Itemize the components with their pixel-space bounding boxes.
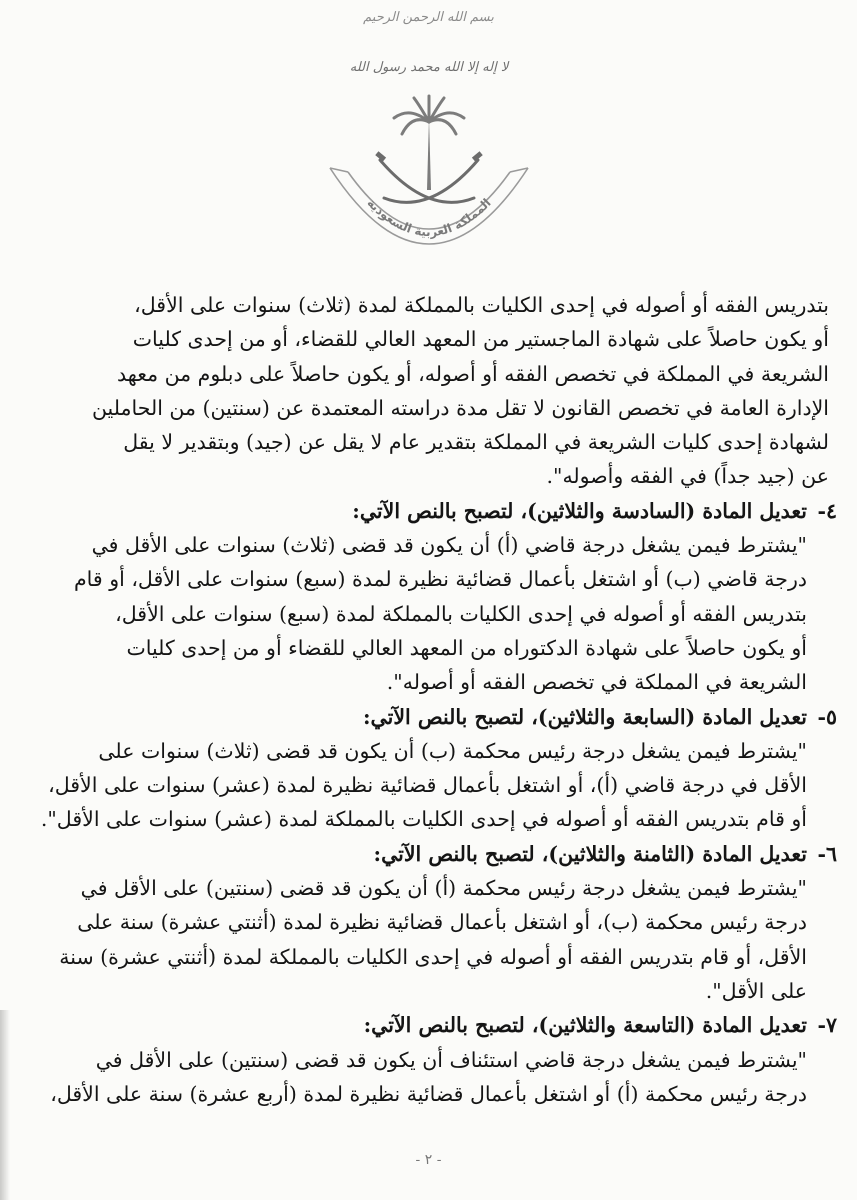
item-body	[29, 871, 829, 1008]
item-heading-text: تعديل المادة (السابعة والثلاثين)، لتصبح بالنص الآتي:	[362, 704, 807, 729]
item-heading	[29, 494, 837, 528]
page-number: - ٢ -	[415, 1152, 442, 1168]
text-line: درجة رئيس محكمة (ب)، أو اشتغل بأعمال قضائية نظيرة لمدة (أثنتي عشرة) سنة على	[77, 910, 807, 935]
item-heading	[29, 837, 837, 871]
item-number: ٤-	[817, 498, 837, 523]
item-body	[29, 528, 829, 699]
item-number: ٦-	[817, 841, 837, 866]
text-line: عن (جيد جداً) في الفقه وأصوله".	[546, 464, 829, 489]
text-line: "يشترط فيمن يشغل درجة قاضي استئناف أن يكون قد قضى (سنتين) على الأقل في	[95, 1047, 807, 1072]
text-line: "يشترط فيمن يشغل درجة رئيس محكمة (أ) أن يكون قد قضى (سنتين) على الأقل في	[80, 876, 807, 901]
text-line: درجة قاضي (ب) أو اشتغل بأعمال قضائية نظيرة لمدة (سبع) سنوات على الأقل، أو قام	[73, 567, 807, 592]
text-line: الشريعة في المملكة في تخصص الفقه أو أصوله".	[386, 670, 807, 695]
text-line: الإدارة العامة في تخصص القانون لا تقل مدة دراسته المعتمدة عن (سنتين) من الحاملين	[91, 395, 829, 420]
text-line: "يشترط فيمن يشغل درجة رئيس محكمة (ب) أن يكون قد قضى (ثلاث) سنوات على	[98, 738, 807, 763]
item-heading	[29, 1008, 837, 1042]
amendment-item-7	[29, 1008, 837, 1111]
saudi-emblem	[318, 40, 540, 260]
item-heading-text: تعديل المادة (التاسعة والثلاثين)، لتصبح بالنص الآتي:	[363, 1013, 807, 1038]
item-heading-text: تعديل المادة (السادسة والثلاثين)، لتصبح بالنص الآتي:	[352, 498, 807, 523]
item-body	[29, 1043, 829, 1112]
text-line: بتدريس الفقه أو أصوله في إحدى الكليات بالمملكة لمدة (سبع) سنوات على الأقل،	[115, 601, 807, 626]
intro-paragraph	[29, 288, 829, 494]
item-heading-text: تعديل المادة (الثامنة والثلاثين)، لتصبح بالنص الآتي:	[373, 841, 807, 866]
shahada-calligraphy: لا إله إلا الله محمد رسول الله	[349, 60, 509, 75]
item-body	[29, 734, 829, 837]
item-heading	[29, 700, 837, 734]
basmala-text: بسم الله الرحمن الرحيم	[363, 10, 494, 25]
amendment-item-6	[29, 837, 837, 1008]
palm-swords-icon	[318, 40, 540, 260]
text-line: بتدريس الفقه أو أصوله في إحدى الكليات بالمملكة لمدة (ثلاث) سنوات على الأقل،	[134, 293, 829, 317]
text-line: الأقل، أو قام بتدريس الفقه أو أصوله في إحدى الكليات بالمملكة لمدة (أثنتي عشرة) سنة	[59, 944, 807, 969]
text-line: الشريعة في المملكة في تخصص الفقه أو أصوله، أو يكون حاصلاً على دبلوم من معهد	[116, 361, 829, 386]
text-line: على الأقل".	[705, 978, 807, 1003]
item-number: ٧-	[817, 1013, 837, 1038]
page-edge-shadow	[0, 1010, 10, 1200]
emblem-band-text: المملكة العربية السعودية	[364, 195, 494, 240]
letterhead	[0, 0, 857, 265]
text-line: أو قام بتدريس الفقه أو أصوله في إحدى الكليات بالمملكة لمدة (عشر) سنوات على الأقل".	[40, 807, 807, 832]
text-line: أو يكون حاصلاً على شهادة الماجستير من المعهد العالي للقضاء، أو من إحدى كليات	[132, 327, 829, 352]
text-line: أو يكون حاصلاً على شهادة الدكتوراه من المعهد العالي للقضاء أو من إحدى كليات	[126, 635, 807, 660]
text-line: لشهادة إحدى كليات الشريعة في المملكة بتقدير عام لا يقل عن (جيد) وبتقدير لا يقل	[123, 430, 829, 455]
text-line: درجة رئيس محكمة (أ) أو اشتغل بأعمال قضائية نظيرة لمدة (أربع عشرة) سنة على الأقل،	[50, 1081, 807, 1106]
text-line: "يشترط فيمن يشغل درجة قاضي (أ) أن يكون قد قضى (ثلاث) سنوات على الأقل في	[91, 533, 807, 558]
text-line: الأقل في درجة قاضي (أ)، أو اشتغل بأعمال قضائية نظيرة لمدة (عشر) سنوات على الأقل،	[48, 773, 807, 798]
amendment-item-4	[29, 494, 837, 700]
item-number: ٥-	[817, 704, 837, 729]
document-body	[29, 288, 837, 1111]
amendment-item-5	[29, 700, 837, 837]
